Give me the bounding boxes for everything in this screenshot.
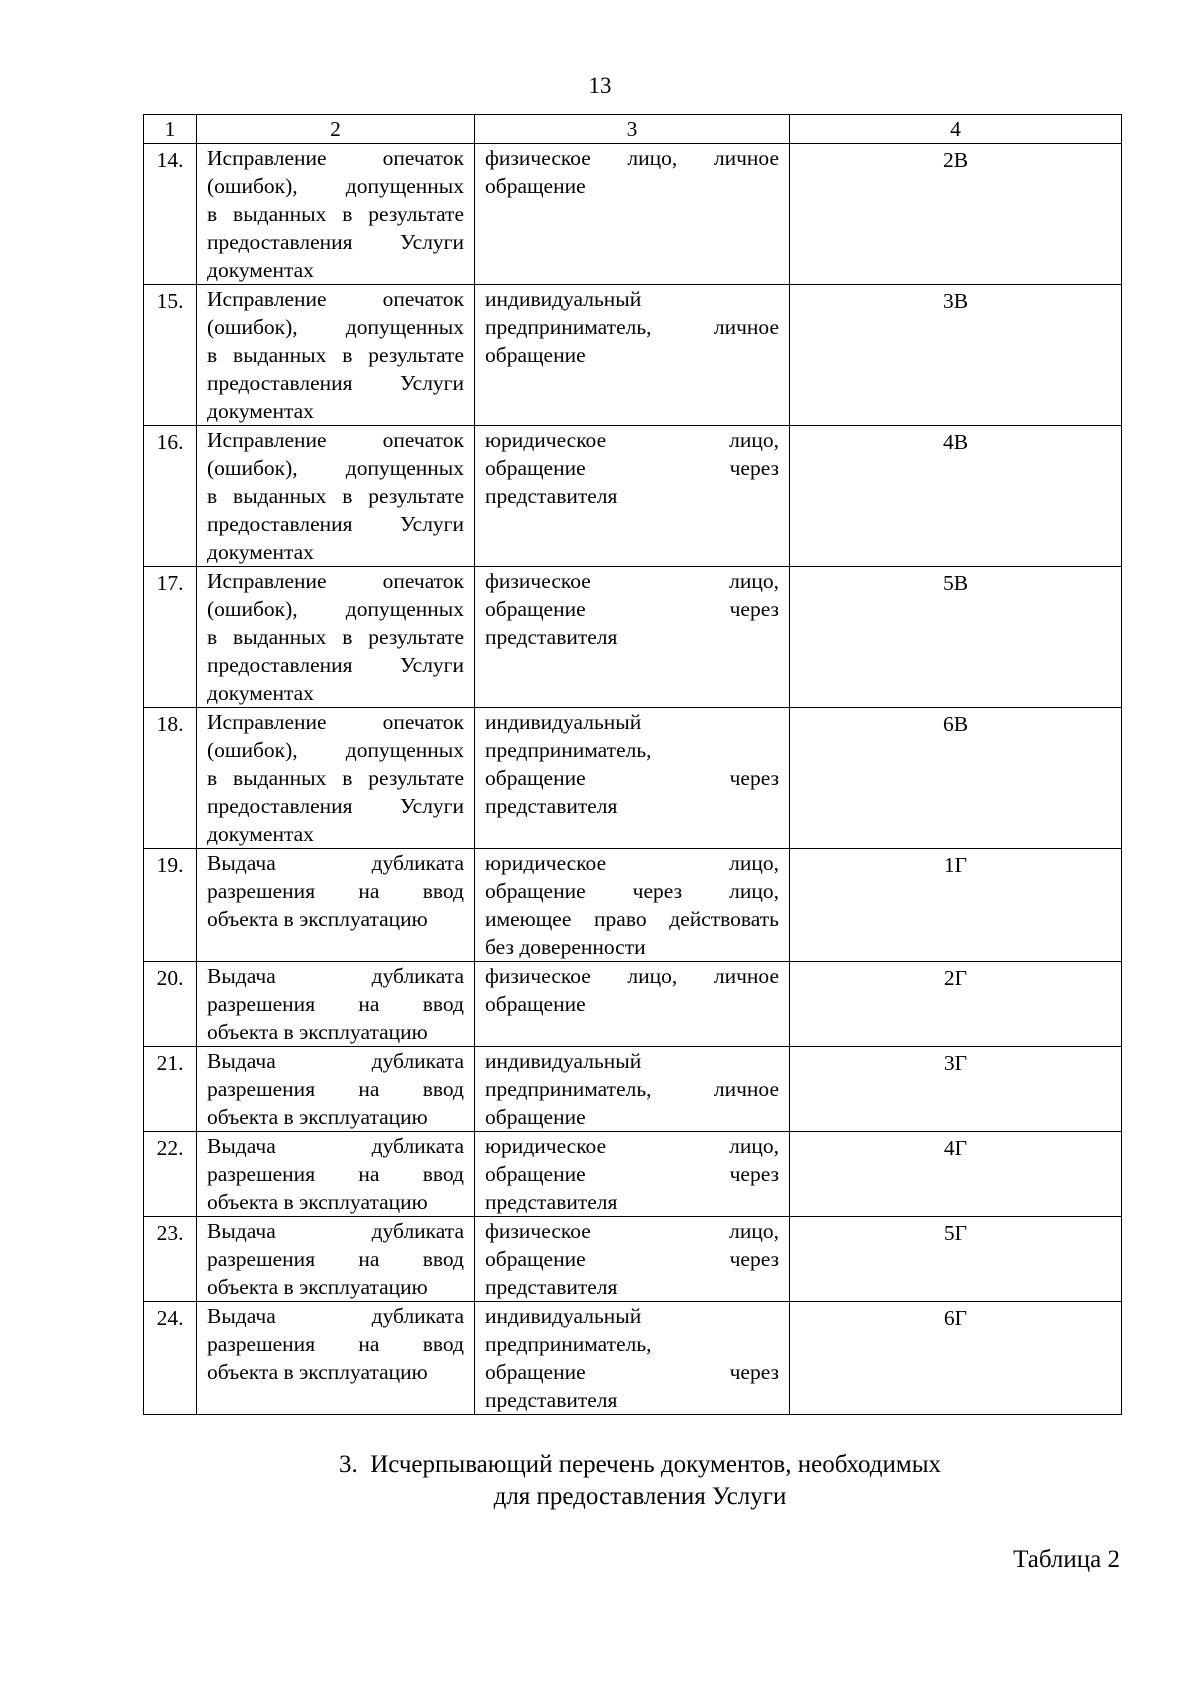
applicant-line: предприниматель, личное (485, 315, 779, 339)
category-line: объекта в эксплуатацию (207, 1190, 428, 1214)
category-line: Исправление опечаток (207, 428, 464, 452)
column-header: 2 (197, 115, 475, 144)
service-category-cell (197, 144, 475, 285)
section-number: 3. (338, 1451, 358, 1478)
category-line: документах (207, 258, 314, 282)
applicant-line: предприниматель, личное (485, 1077, 779, 1101)
category-line: в выданных в результате (207, 766, 464, 790)
category-line: Выдача дубликата (207, 964, 464, 988)
applicant-cell (475, 1047, 790, 1132)
category-line: Исправление опечаток (207, 569, 464, 593)
applicant-line: обращение (485, 174, 586, 198)
services-table (143, 114, 1122, 1415)
category-line: (ошибок), допущенных (207, 456, 464, 480)
variant-code: 4В (790, 426, 1122, 567)
row-number: 24. (144, 1302, 197, 1415)
applicant-line: юридическое лицо, (485, 1134, 779, 1158)
applicant-line: физическое лицо, (485, 1219, 779, 1243)
category-line: объекта в эксплуатацию (207, 1020, 428, 1044)
applicant-line: обращение через (485, 456, 779, 480)
table-row (144, 962, 1122, 1047)
category-line: объекта в эксплуатацию (207, 1360, 428, 1384)
category-line: документах (207, 822, 314, 846)
applicant-line: обращение (485, 343, 586, 367)
applicant-line: физическое лицо, личное (485, 146, 779, 170)
table-row (144, 1047, 1122, 1132)
section-title-line1: Исчерпывающий перечень документов, необходимых (370, 1451, 942, 1478)
category-line: Исправление опечаток (207, 146, 464, 170)
variant-code: 2В (790, 144, 1122, 285)
variant-code: 3Г (790, 1047, 1122, 1132)
table-row (144, 1217, 1122, 1302)
section-title-line2: для предоставления Услуги (493, 1483, 787, 1510)
category-line: в выданных в результате (207, 625, 464, 649)
service-category-cell (197, 962, 475, 1047)
column-header: 4 (790, 115, 1122, 144)
category-line: разрешения на ввод (207, 1162, 464, 1186)
variant-code: 5Г (790, 1217, 1122, 1302)
category-line: Выдача дубликата (207, 1219, 464, 1243)
applicant-line: юридическое лицо, (485, 851, 779, 875)
service-category-cell (197, 426, 475, 567)
service-category-cell (197, 567, 475, 708)
category-line: объекта в эксплуатацию (207, 907, 428, 931)
row-number: 15. (144, 285, 197, 426)
category-line: разрешения на ввод (207, 992, 464, 1016)
category-line: документах (207, 540, 314, 564)
applicant-line: предприниматель, (485, 1332, 652, 1356)
applicant-cell (475, 708, 790, 849)
variant-code: 6В (790, 708, 1122, 849)
column-header: 1 (144, 115, 197, 144)
table-label: Таблица 2 (1013, 1546, 1120, 1573)
row-number: 19. (144, 849, 197, 962)
applicant-cell (475, 849, 790, 962)
category-line: Исправление опечаток (207, 287, 464, 311)
category-line: разрешения на ввод (207, 1077, 464, 1101)
row-number: 22. (144, 1132, 197, 1217)
service-category-cell (197, 708, 475, 849)
applicant-line: предприниматель, (485, 738, 652, 762)
category-line: объекта в эксплуатацию (207, 1275, 428, 1299)
service-category-cell (197, 1047, 475, 1132)
applicant-line: индивидуальный (485, 1304, 642, 1328)
row-number: 21. (144, 1047, 197, 1132)
applicant-line: обращение (485, 1105, 586, 1129)
table-row (144, 1132, 1122, 1217)
category-line: Выдача дубликата (207, 851, 464, 875)
variant-code: 5В (790, 567, 1122, 708)
applicant-cell (475, 1132, 790, 1217)
category-line: предоставления Услуги (207, 653, 464, 677)
row-number: 18. (144, 708, 197, 849)
category-line: в выданных в результате (207, 202, 464, 226)
applicant-line: индивидуальный (485, 287, 642, 311)
category-line: (ошибок), допущенных (207, 597, 464, 621)
category-line: объекта в эксплуатацию (207, 1105, 428, 1129)
applicant-cell (475, 962, 790, 1047)
applicant-line: представителя (485, 484, 618, 508)
table-row (144, 285, 1122, 426)
applicant-line: представителя (485, 1190, 618, 1214)
applicant-line: обращение через (485, 1360, 779, 1384)
row-number: 17. (144, 567, 197, 708)
applicant-cell (475, 1302, 790, 1415)
applicant-cell (475, 426, 790, 567)
applicant-line: без доверенности (485, 935, 646, 959)
applicant-line: представителя (485, 1275, 618, 1299)
applicant-line: обращение через (485, 1247, 779, 1271)
category-line: разрешения на ввод (207, 879, 464, 903)
service-category-cell (197, 1132, 475, 1217)
category-line: разрешения на ввод (207, 1332, 464, 1356)
applicant-line: обращение через (485, 1162, 779, 1186)
applicant-cell (475, 1217, 790, 1302)
service-category-cell (197, 1302, 475, 1415)
applicant-line: представителя (485, 794, 618, 818)
applicant-line: обращение через лицо, (485, 879, 779, 903)
page-number: 13 (588, 73, 612, 98)
table-row (144, 1302, 1122, 1415)
category-line: (ошибок), допущенных (207, 315, 464, 339)
applicant-line: представителя (485, 625, 618, 649)
category-line: Выдача дубликата (207, 1134, 464, 1158)
row-number: 16. (144, 426, 197, 567)
table-row (144, 708, 1122, 849)
applicant-cell (475, 144, 790, 285)
applicant-line: индивидуальный (485, 710, 642, 734)
category-line: предоставления Услуги (207, 794, 464, 818)
variant-code: 6Г (790, 1302, 1122, 1415)
category-line: (ошибок), допущенных (207, 738, 464, 762)
applicant-line: индивидуальный (485, 1049, 642, 1073)
category-line: предоставления Услуги (207, 512, 464, 536)
table-row (144, 849, 1122, 962)
variant-code: 3В (790, 285, 1122, 426)
variant-code: 4Г (790, 1132, 1122, 1217)
category-line: Выдача дубликата (207, 1304, 464, 1328)
category-line: в выданных в результате (207, 484, 464, 508)
applicant-line: имеющее право действовать (485, 907, 779, 931)
service-category-cell (197, 285, 475, 426)
category-line: разрешения на ввод (207, 1247, 464, 1271)
table-row (144, 144, 1122, 285)
applicant-line: обращение (485, 992, 586, 1016)
row-number: 20. (144, 962, 197, 1047)
category-line: предоставления Услуги (207, 230, 464, 254)
category-line: Исправление опечаток (207, 710, 464, 734)
service-category-cell (197, 1217, 475, 1302)
category-line: в выданных в результате (207, 343, 464, 367)
service-category-cell (197, 849, 475, 962)
applicant-line: физическое лицо, личное (485, 964, 779, 988)
applicant-line: физическое лицо, (485, 569, 779, 593)
applicant-cell (475, 567, 790, 708)
variant-code: 2Г (790, 962, 1122, 1047)
table-row (144, 567, 1122, 708)
row-number: 14. (144, 144, 197, 285)
applicant-line: юридическое лицо, (485, 428, 779, 452)
column-header: 3 (475, 115, 790, 144)
category-line: документах (207, 399, 314, 423)
applicant-line: представителя (485, 1388, 618, 1412)
section-heading (250, 1449, 1030, 1513)
category-line: документах (207, 681, 314, 705)
category-line: Выдача дубликата (207, 1049, 464, 1073)
applicant-line: обращение через (485, 597, 779, 621)
table-row (144, 426, 1122, 567)
applicant-cell (475, 285, 790, 426)
row-number: 23. (144, 1217, 197, 1302)
category-line: (ошибок), допущенных (207, 174, 464, 198)
category-line: предоставления Услуги (207, 371, 464, 395)
variant-code: 1Г (790, 849, 1122, 962)
table-header-row (144, 115, 1122, 144)
applicant-line: обращение через (485, 766, 779, 790)
